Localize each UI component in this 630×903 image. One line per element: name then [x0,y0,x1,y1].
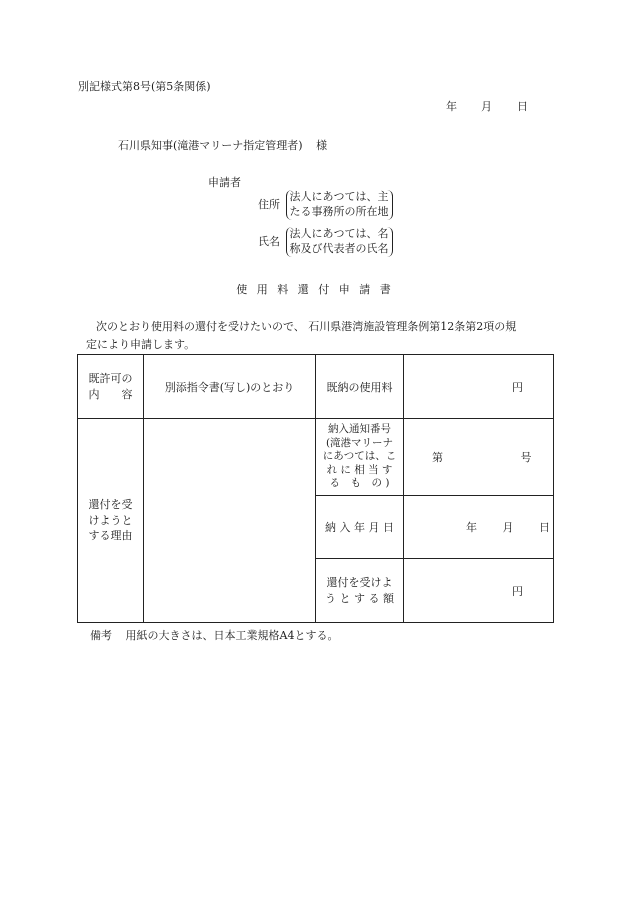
permit-label-line2: 内 容 [88,387,133,401]
paid-date-day: 日 [539,521,550,534]
notice-label-line5: る も の ) [329,477,390,490]
refund-amount-label-cell [316,559,404,623]
name-note-line2: 称及び代表者の氏名 [289,241,389,255]
name-note [286,227,393,257]
refund-label-line1: 還付を受けよ [326,575,393,589]
applicant-label: 申請者 [208,176,241,189]
date-year-label: 年 [446,100,457,113]
permit-label-cell [78,355,144,419]
yen-label-2: 円 [512,584,523,598]
form-number: 別記様式第8号(第5条関係) [78,80,211,93]
yen-label-1: 円 [512,380,523,394]
refund-table [77,354,554,623]
address-label: 住所 [258,198,280,212]
notice-label-line4: れ に 相 当 す [326,463,393,476]
address-note-line1: 法人にあつては、主 [289,190,389,203]
notice-value-cell [404,419,554,496]
reason-label-cell [78,419,144,623]
refund-label-line2: う と す る 額 [325,591,394,605]
date-month-label: 月 [481,100,492,113]
notice-dai: 第 [432,451,443,464]
applicant-address-row [258,190,393,220]
paid-date-month: 月 [502,521,514,534]
remarks-text: 用紙の大きさは、日本工業規格A4とする。 [125,629,339,642]
paid-fee-label: 既納の使用料 [326,380,393,394]
permit-label-line1: 既許可の [88,371,133,385]
reason-value-cell [144,419,316,623]
body-line2: 定により申請します。 [86,338,196,351]
permit-value: 別添指令書(写し)のとおり [164,380,295,394]
name-label: 氏名 [258,235,280,249]
refund-amount-value-cell [404,559,554,623]
address-note [286,190,393,220]
address-note-line2: たる事務所の所在地 [289,204,389,218]
notice-go: 号 [520,451,532,464]
remarks [90,629,338,642]
name-note-line1: 法人にあつては、名 [289,227,389,240]
notice-label-line3: にあつては、こ [322,450,397,463]
paid-fee-value-cell [404,355,554,419]
reason-label-line1: 還付を受 [88,497,133,511]
applicant-name-row [258,227,393,257]
paid-fee-label-cell [316,355,404,419]
paid-date-label-cell [316,496,404,559]
notice-label-line2: (滝港マリーナ [325,436,394,449]
body-line1: 次のとおり使用料の還付を受けたいので、 石川県港湾施設管理条例第12条第2項の規 [96,320,517,333]
addressee [118,139,327,152]
addressee-honorific: 様 [316,139,328,152]
document-title: 使 用 料 還 付 申 請 書 [236,283,394,296]
reason-label-line2: けようと [88,513,133,527]
reason-label-line3: する理由 [88,529,133,543]
addressee-text: 石川県知事(滝港マリーナ指定管理者) [118,139,303,152]
notice-label-line1: 納入通知番号 [328,422,391,435]
date-day-label: 日 [517,100,528,113]
paid-date-year: 年 [466,521,477,534]
paid-date-label: 納 入 年 月 日 [325,521,394,534]
notice-label-cell [316,419,404,496]
permit-value-cell [144,355,316,419]
paid-date-value-cell [404,496,554,559]
remarks-label: 備考 [90,629,112,642]
